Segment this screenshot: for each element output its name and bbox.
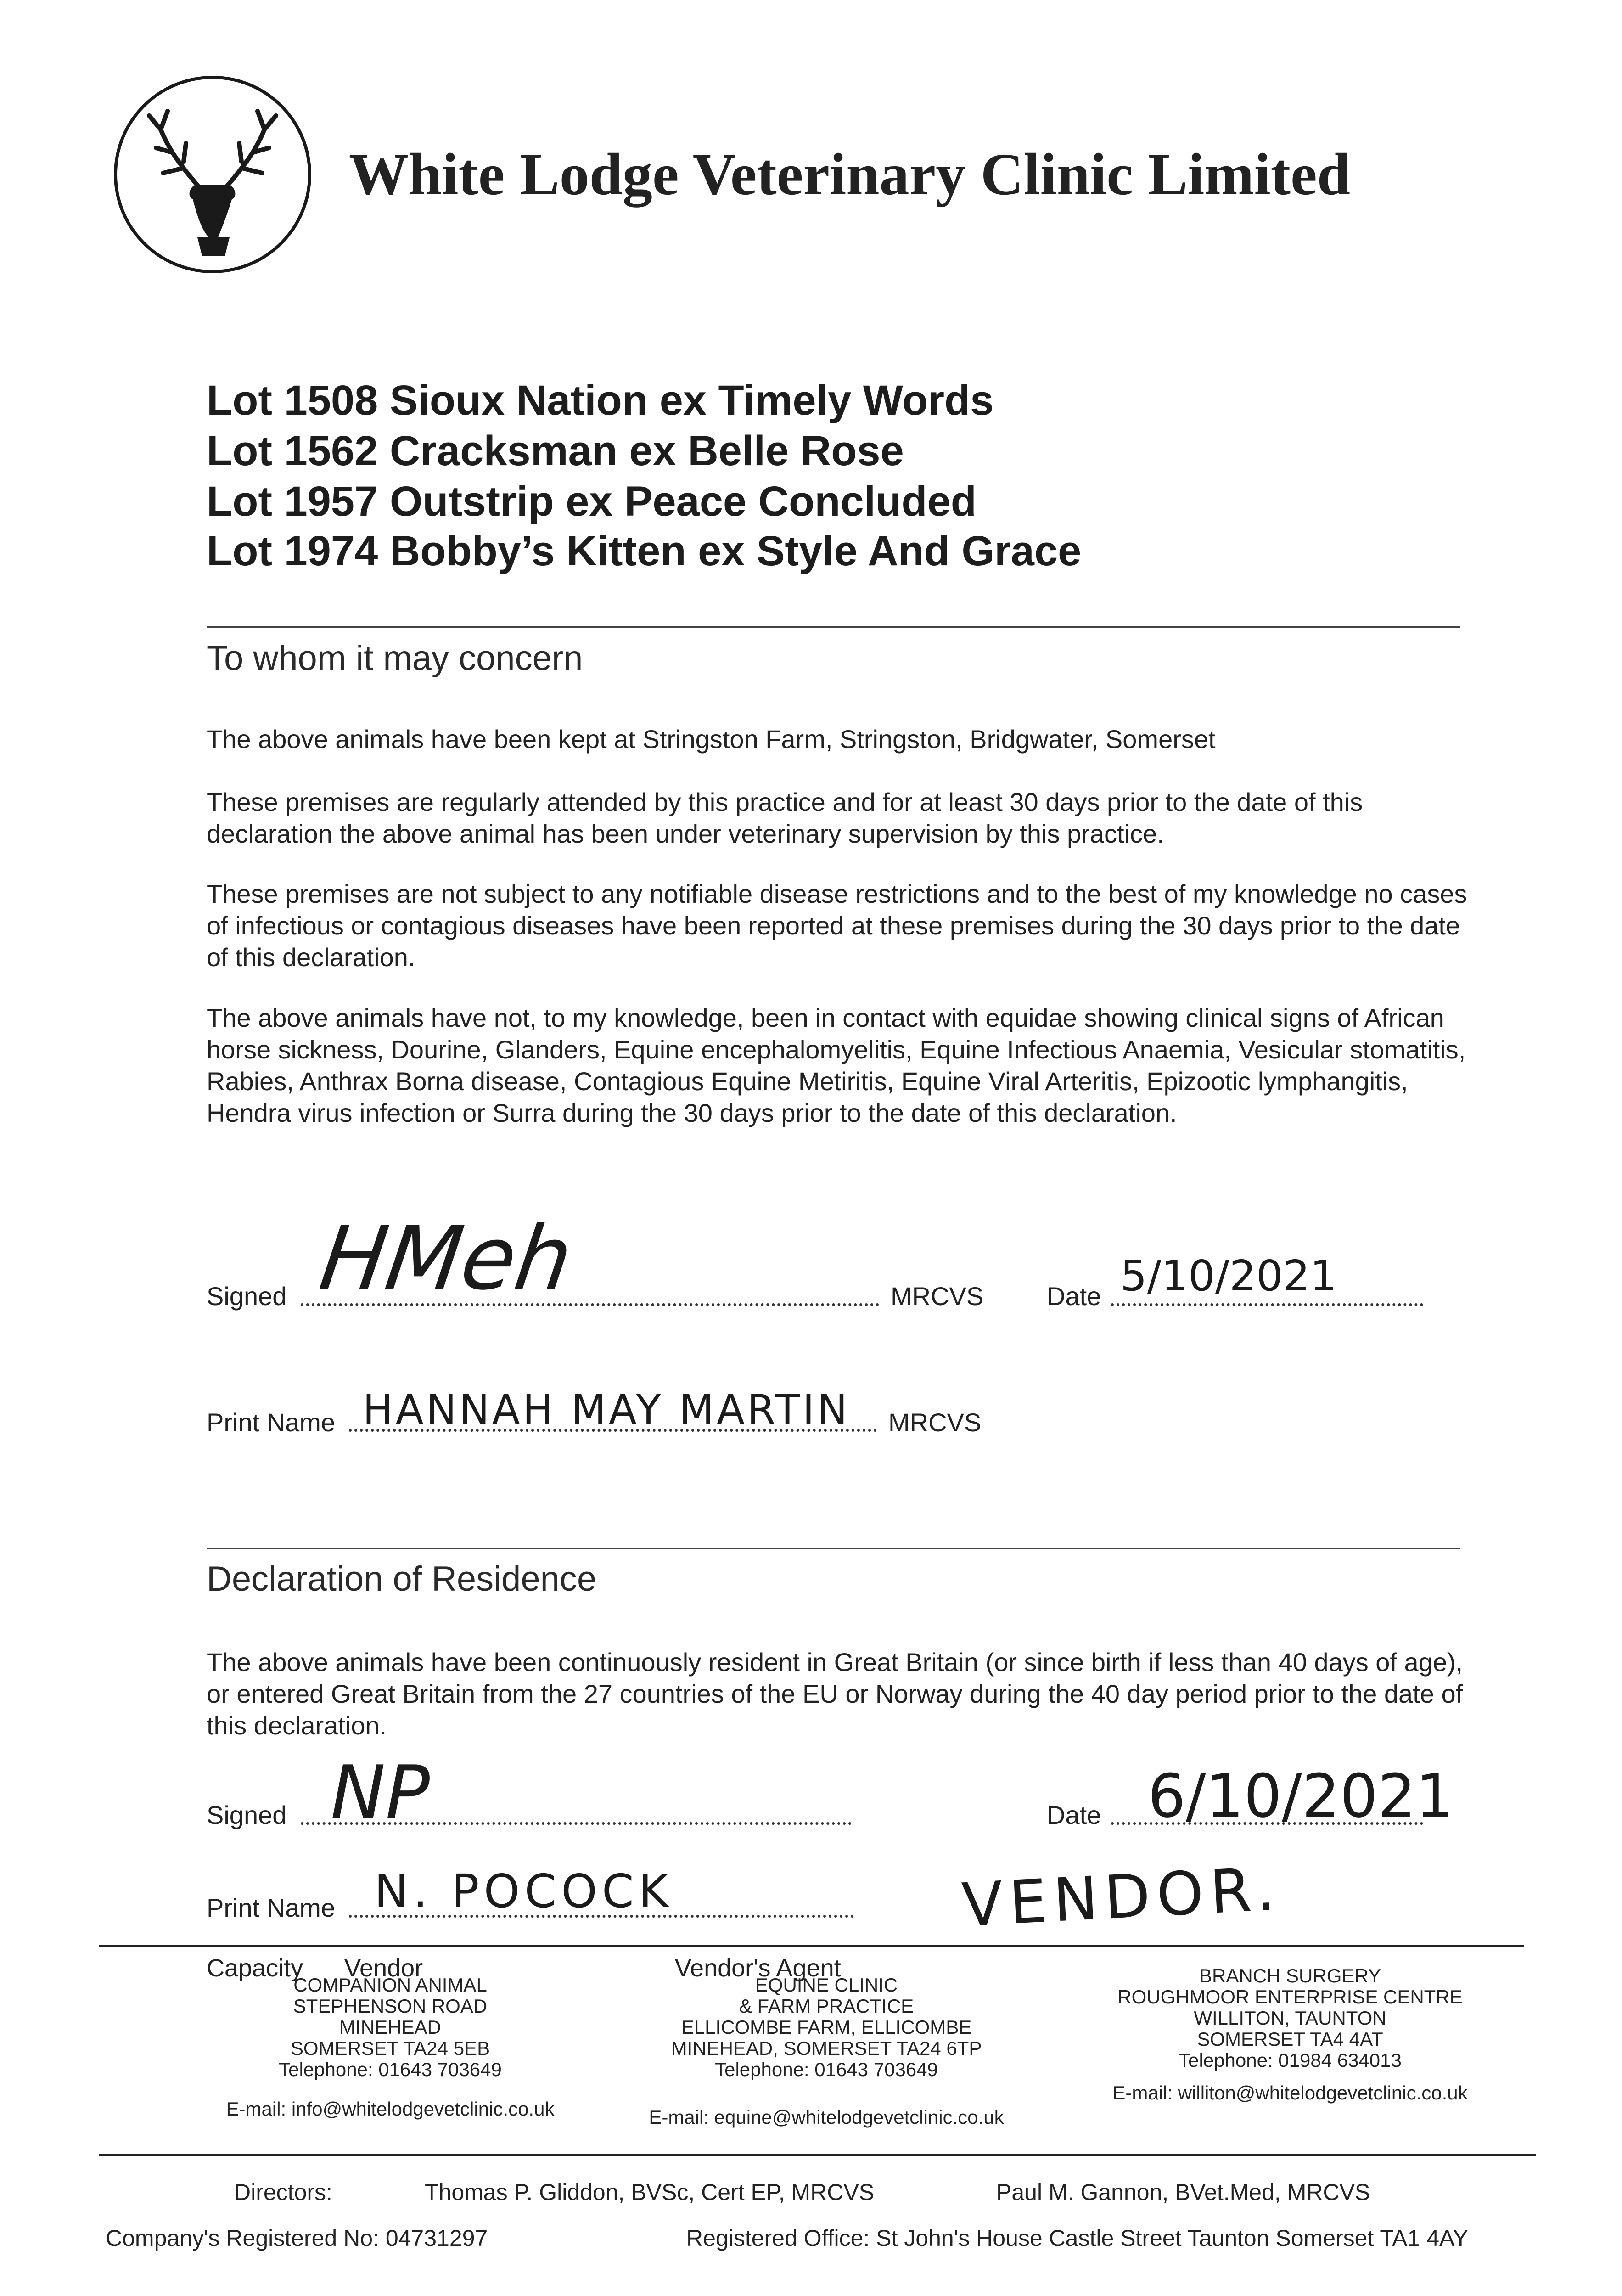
director: Thomas P. Gliddon, BVSc, Cert EP, MRCVS [425,2179,875,2205]
paragraph: These premises are regularly attended by this practice and for at least 30 days prior to the date of this declaration the above animal has been under veterinary supervision by this practice. [207,788,1363,848]
stag-head-icon [117,79,308,270]
capacity-handwritten: VENDOR. [960,1853,1283,1941]
vet-print-name: HANNAH MAY MARTIN [363,1386,850,1433]
residence-heading: Declaration of Residence [207,1559,597,1598]
clinic-name: White Lodge Veterinary Clinic Limited [349,141,1350,208]
office-branch: BRANCH SURGERY ROUGHMOOR ENTERPRISE CENTRE WILLITON, TAUNTON SOMERSET TA4 4AT Telephone: 01984 634013 [1117,1965,1463,2071]
mrcvs-label: MRCVS [888,1408,982,1437]
print-name-label: Print Name [207,1408,336,1437]
capacity-label: Capacity [207,1954,303,1982]
vendor-signature: NP [331,1750,430,1835]
signed-label: Signed [207,1282,287,1311]
email-link[interactable]: E-mail: williton@whitelodgevetclinic.co.uk [1112,2082,1468,2104]
vendor-print-name: N. POCOCK [374,1864,673,1918]
capacity-option-vendor: Vendor [344,1954,423,1982]
divider [207,626,1460,628]
vet-date: 5/10/2021 [1120,1251,1337,1300]
paragraph: The above animals have not, to my knowledge, been in contact with equidae showing clinical signs of African horse sickness, Dourine, Glanders, Equine encephalomyelitis, Equine Infectious Anaemia, Vesicular stomatitis, Rabies, Anthrax Borna disease, Contagious Equine Metiritis, Equine Viral Arteritis, Epizootic lymphangitis, Hendra virus infection or Surra during the 30 days prior to the date of this declaration. [207,1003,1466,1127]
divider [207,1548,1460,1549]
lot-line: Lot 1562 Cracksman ex Belle Rose [207,428,904,474]
residence-paragraph: The above animals have been continuously resident in Great Britain (or since birth if less than 40 days of age), or entered Great Britain from the 27 countries of the EU or Norway during the 40 day period prior to the date of this declaration. [207,1648,1463,1740]
vendor-date: 6/10/2021 [1148,1761,1454,1831]
email-link[interactable]: E-mail: info@whitelodgevetclinic.co.uk [226,2098,555,2120]
print-name-label: Print Name [207,1893,336,1922]
capacity-option-vendors-agent: Vendor's Agent [675,1954,841,1982]
directors-label: Directors: [234,2179,332,2205]
registered-office: Registered Office: St John's House Castle Street Taunton Somerset TA1 4AY [686,2225,1469,2251]
footer-divider [99,2154,1536,2156]
paragraph: These premises are not subject to any notifiable disease restrictions and to the best of my knowledge no cases of infectious or contagious diseases have been reported at these premises during the 30 days prior to the date of this declaration. [207,879,1467,972]
footer-divider [99,1945,1524,1947]
clinic-logo [114,76,311,273]
signed-label: Signed [207,1801,287,1829]
company-registration: Company's Registered No: 04731297 [106,2225,488,2251]
office-equine: EQUINE CLINIC & FARM PRACTICE ELLICOMBE FARM, ELLICOMBE MINEHEAD, SOMERSET TA24 6TP Telephone: 01643 703649 [671,1974,982,2080]
director: Paul M. Gannon, BVet.Med, MRCVS [996,2179,1370,2205]
lot-line: Lot 1957 Outstrip ex Peace Concluded [207,478,977,525]
paragraph: The above animals have been kept at Stringston Farm, Stringston, Bridgwater, Somerset [207,725,1216,754]
email-link[interactable]: E-mail: equine@whitelodgevetclinic.co.uk [649,2106,1004,2128]
office-companion: COMPANION ANIMAL STEPHENSON ROAD MINEHEAD SOMERSET TA24 5EB Telephone: 01643 703649 [279,1974,502,2080]
lot-line: Lot 1508 Sioux Nation ex Timely Words [207,377,994,424]
date-label: Date [1047,1801,1101,1829]
greeting: To whom it may concern [207,639,583,678]
lot-line: Lot 1974 Bobby’s Kitten ex Style And Grace [207,528,1082,574]
mrcvs-label: MRCVS [891,1282,984,1311]
date-label: Date [1047,1282,1101,1311]
vet-signature: HMeh [314,1208,578,1309]
date-line [1111,1303,1423,1306]
